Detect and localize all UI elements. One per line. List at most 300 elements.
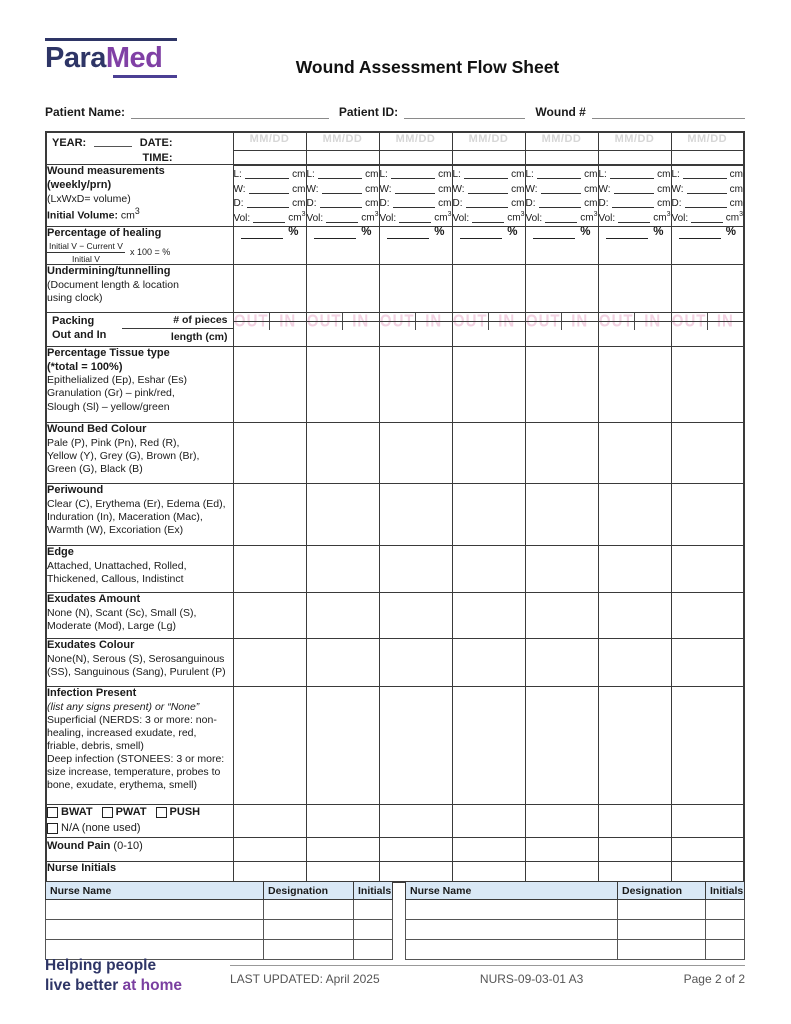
wound-bed-colour-entry-cell: [306, 422, 379, 483]
volume-line: Vol: $cm^3$: [379, 211, 452, 224]
nurse-table-row: [406, 940, 745, 960]
width-blank: [687, 193, 727, 194]
packing-row-divider: [526, 321, 598, 322]
date-placeholder: MM/DD: [541, 133, 582, 145]
infection-present-entry-cell: [306, 686, 379, 804]
percent-blank: [460, 228, 503, 239]
exudates-colour-row: [46, 638, 744, 686]
tissue-type-entry-cell: [671, 346, 744, 422]
exudates-amount-entry-cell: [598, 592, 671, 638]
healing-percent-cell: [452, 227, 525, 265]
percent-sign: %: [434, 226, 445, 238]
wound-pain-entry-cell: [671, 837, 744, 861]
depth-line: D: cm: [306, 198, 379, 209]
tissue-type-entry-cell: [525, 346, 598, 422]
depth-line: D: cm: [598, 198, 671, 209]
wound-bed-colour-row: [46, 422, 744, 483]
nurse-table-cell: [618, 940, 706, 960]
percent-blank: [679, 228, 721, 239]
nurse-table-cell: [46, 900, 264, 920]
designation-header: Designation: [618, 882, 706, 900]
date-placeholder-cell: [598, 132, 671, 150]
initials-header: Initials: [354, 882, 393, 900]
undermining-entry-cell: [233, 264, 306, 312]
wound-pain-entry-cell: [233, 837, 306, 861]
nurse-initials-entry-cell: [452, 861, 525, 882]
width-line: W: cm: [306, 183, 379, 195]
percent-blank: [314, 228, 357, 239]
push-checkbox: [156, 807, 167, 818]
infection-present-entry-cell: [525, 686, 598, 804]
packing-title-line2: Out and In: [52, 328, 107, 341]
volume-blank: [472, 222, 504, 223]
out-watermark: OUT: [452, 312, 488, 332]
wound-pain-entry-cell: [452, 837, 525, 861]
assessment-tools-entry-cell: [671, 804, 744, 837]
logo-part-para: Para: [45, 42, 106, 74]
undermining-entry-cell: [525, 264, 598, 312]
packing-entry-cell: [379, 312, 452, 346]
pwat-checkbox-item: PWAT: [102, 805, 147, 821]
width-blank: [249, 193, 290, 194]
edge-entry-cell: [306, 545, 379, 592]
nurse-table-cell: [354, 920, 393, 940]
volume-blank: [618, 222, 650, 223]
nurse-name-header: Nurse Name: [406, 882, 618, 900]
wound-bed-colour-entry-cell: [233, 422, 306, 483]
length-blank: [537, 178, 581, 179]
infection-present-entry-cell: [671, 686, 744, 804]
in-watermark: IN: [716, 312, 734, 332]
length-line: L: cm: [598, 169, 671, 180]
measurement-entry-cell: [306, 165, 379, 227]
tissue-type-entry-cell: [379, 346, 452, 422]
depth-line: D: cm: [452, 198, 525, 209]
assessment-tools-row: [46, 804, 744, 837]
wound-measurements-frequency: (weekly/prn): [47, 178, 112, 191]
healing-percent-cell: [379, 227, 452, 265]
wound-measurements-title: Wound measurements: [47, 165, 165, 177]
exudates-colour-entry-cell: [452, 638, 525, 686]
exudates-amount-row: [46, 592, 744, 638]
assessment-tools-label-cell: [46, 804, 233, 837]
depth-line: D: cm: [233, 198, 306, 209]
date-placeholder: MM/DD: [395, 133, 436, 145]
nurse-initials-entry-cell: [379, 861, 452, 882]
percent-blank: [387, 228, 430, 239]
na-checkbox-item: N/A (none used): [47, 821, 233, 837]
nurse-table-cell: [46, 920, 264, 940]
percent-sign: %: [361, 226, 372, 238]
tissue-type-entry-cell: [233, 346, 306, 422]
time-entry-cell: [598, 150, 671, 164]
tissue-type-row: [46, 346, 744, 422]
pwat-checkbox: [102, 807, 113, 818]
volume-blank: [691, 222, 723, 223]
length-line: L: cm: [379, 169, 452, 180]
edge-entry-cell: [671, 545, 744, 592]
depth-blank: [685, 207, 727, 208]
width-blank: [322, 193, 363, 194]
nurse-table-cell: [706, 900, 745, 920]
edge-entry-cell: [525, 545, 598, 592]
undermining-entry-cell: [598, 264, 671, 312]
healing-fraction: $\frac{\text{Initial V − Current V}}{\text{Initial V}}$: [49, 240, 123, 264]
initial-volume-line: Initial Volume: $cm^3$: [47, 205, 140, 222]
packing-label-cell: [46, 312, 233, 346]
exudates-colour-entry-cell: [525, 638, 598, 686]
date-placeholder: MM/DD: [614, 133, 655, 145]
packing-pieces-label: # of pieces: [122, 313, 233, 329]
nurse-table-cell: [618, 900, 706, 920]
volume-line: Vol: $cm^3$: [233, 211, 306, 224]
date-placeholder-cell: [525, 132, 598, 150]
logo-part-med: Med: [105, 42, 163, 74]
depth-line: D: cm: [379, 198, 452, 209]
depth-blank: [539, 207, 582, 208]
periwound-entry-cell: [671, 483, 744, 545]
in-watermark: IN: [498, 312, 516, 332]
exudates-colour-entry-cell: [306, 638, 379, 686]
designation-header: Designation: [264, 882, 354, 900]
length-blank: [245, 178, 289, 179]
year-blank: [94, 135, 131, 147]
out-watermark: OUT: [306, 312, 342, 332]
nurse-initials-entry-cell: [525, 861, 598, 882]
volume-line: Vol: $cm^3$: [598, 211, 671, 224]
volume-line: Vol: $cm^3$: [525, 211, 598, 224]
wound-bed-colour-entry-cell: [379, 422, 452, 483]
assessment-tools-entry-cell: [452, 804, 525, 837]
periwound-entry-cell: [598, 483, 671, 545]
nurse-table-cell: [406, 920, 618, 940]
measurement-entry-cell: [671, 165, 744, 227]
infection-present-entry-cell: [598, 686, 671, 804]
undermining-label-cell: Undermining/tunnelling (Document length & location using clock): [46, 264, 233, 312]
exudates-amount-entry-cell: [671, 592, 744, 638]
tissue-type-label-cell: Percentage Tissue type (*total = 100%) Epithelialized (Ep), Eshar (Es) Granulation (Gr) – pink/red, Slough (Sl) – yellow/green: [46, 346, 233, 422]
assessment-grid: [45, 131, 745, 883]
packing-entry-cell: [598, 312, 671, 346]
volume-line: Vol: $cm^3$: [452, 211, 525, 224]
in-watermark: IN: [279, 312, 297, 332]
out-watermark: OUT: [379, 312, 415, 332]
nurse-table-cell: [406, 940, 618, 960]
packing-title-line1: Packing: [52, 314, 95, 327]
patient-id-blank: [404, 104, 525, 119]
nurse-table-cell: [354, 900, 393, 920]
measurement-entry-cell: [233, 165, 306, 227]
depth-blank: [612, 207, 655, 208]
nurse-table-row: [406, 920, 745, 940]
percent-sign: %: [507, 226, 518, 238]
periwound-entry-cell: [452, 483, 525, 545]
in-watermark: IN: [644, 312, 662, 332]
length-line: L: cm: [671, 169, 743, 180]
time-entry-cell: [233, 150, 306, 164]
tissue-type-entry-cell: [598, 346, 671, 422]
packing-row: [46, 312, 744, 346]
periwound-entry-cell: [306, 483, 379, 545]
nurse-table-cell: [264, 900, 354, 920]
volume-blank: [326, 222, 358, 223]
wound-bed-colour-entry-cell: [598, 422, 671, 483]
undermining-entry-cell: [379, 264, 452, 312]
measurement-entry-cell: [452, 165, 525, 227]
assessment-tools-entry-cell: [306, 804, 379, 837]
exudates-colour-entry-cell: [671, 638, 744, 686]
percent-sign: %: [580, 226, 591, 238]
edge-entry-cell: [598, 545, 671, 592]
periwound-entry-cell: [525, 483, 598, 545]
wound-bed-colour-entry-cell: [452, 422, 525, 483]
edge-label-cell: Edge Attached, Unattached, Rolled, Thickened, Callous, Indistinct: [46, 545, 233, 592]
depth-line: D: cm: [525, 198, 598, 209]
nurse-table-cell: [354, 940, 393, 960]
nurse-table-cell: [706, 920, 745, 940]
volume-blank: [399, 222, 431, 223]
percentage-healing-title: Percentage of healing: [47, 227, 162, 239]
nurse-table-cell: [618, 920, 706, 940]
width-line: W: cm: [452, 183, 525, 195]
percent-sign: %: [288, 226, 299, 238]
percent-sign: %: [725, 226, 736, 238]
percentage-healing-row: [46, 227, 744, 265]
percent-blank: [241, 228, 284, 239]
exudates-amount-entry-cell: [379, 592, 452, 638]
edge-entry-cell: [233, 545, 306, 592]
assessment-tools-entry-cell: [525, 804, 598, 837]
packing-length-label: length (cm): [170, 330, 228, 343]
length-line: L: cm: [233, 169, 306, 180]
assessment-tools-entry-cell: [379, 804, 452, 837]
time-entry-cell: [452, 150, 525, 164]
date-placeholder-cell: [671, 132, 744, 150]
undermining-title: Undermining/tunnelling: [47, 264, 171, 277]
exudates-colour-label-cell: Exudates Colour None(N), Serous (S), Serosanguinous (SS), Sanguinous (Sang), Purulent (P): [46, 638, 233, 686]
date-placeholder-cell: [306, 132, 379, 150]
nurse-initials-entry-cell: [233, 861, 306, 882]
packing-entry-cell: [452, 312, 525, 346]
footer-rule: [230, 965, 745, 966]
volume-line: Vol: $cm^3$: [306, 211, 379, 224]
wound-pain-entry-cell: [379, 837, 452, 861]
date-label: DATE:: [139, 137, 173, 149]
initials-header: Initials: [706, 882, 745, 900]
nurse-table-row: [406, 900, 745, 920]
nurse-initials-entry-cell: [598, 861, 671, 882]
depth-blank: [320, 207, 363, 208]
length-blank: [610, 178, 654, 179]
logo-wordmark: [45, 44, 177, 73]
bwat-checkbox: [47, 807, 58, 818]
date-placeholder: MM/DD: [468, 133, 509, 145]
nurse-table-cell: [406, 900, 618, 920]
exudates-colour-entry-cell: [379, 638, 452, 686]
exudates-colour-entry-cell: [233, 638, 306, 686]
edge-entry-cell: [379, 545, 452, 592]
periwound-label-cell: Periwound Clear (C), Erythema (Er), Edema (Ed), Induration (In), Maceration (Mac), Warmth (W), Excoriation (Ex): [46, 483, 233, 545]
wound-bed-colour-label-cell: Wound Bed Colour Pale (P), Pink (Pn), Red (R), Yellow (Y), Grey (G), Brown (Br), Green (G), Black (B): [46, 422, 233, 483]
packing-entry-cell: [233, 312, 306, 346]
wound-pain-entry-cell: [525, 837, 598, 861]
nurse-name-header: Nurse Name: [46, 882, 264, 900]
exudates-amount-entry-cell: [233, 592, 306, 638]
undermining-entry-cell: [671, 264, 744, 312]
undermining-entry-cell: [306, 264, 379, 312]
brand-tagline: Helping people live better at home: [45, 957, 182, 995]
document-id: NURS-09-03-01 A3: [479, 972, 584, 986]
out-watermark: OUT: [671, 312, 707, 332]
nurse-signature-table-left: [45, 881, 393, 960]
wound-number-blank: [592, 104, 745, 119]
date-placeholder: MM/DD: [249, 133, 290, 145]
date-header-row: [46, 132, 744, 150]
time-label: TIME:: [142, 152, 173, 164]
na-checkbox: [47, 823, 58, 834]
logo-bottom-rule: [113, 75, 177, 78]
healing-percent-cell: [306, 227, 379, 265]
time-entry-cell: [306, 150, 379, 164]
volume-line: Vol: $cm^3$: [671, 211, 743, 224]
wound-pain-row: [46, 837, 744, 861]
patient-identification-row: [45, 104, 745, 119]
volume-blank: [545, 222, 577, 223]
exudates-colour-entry-cell: [598, 638, 671, 686]
packing-row-divider: [234, 321, 306, 322]
percent-sign: %: [653, 226, 664, 238]
exudates-amount-label-cell: Exudates Amount None (N), Scant (Sc), Small (S), Moderate (Mod), Large (Lg): [46, 592, 233, 638]
depth-blank: [466, 207, 509, 208]
percent-blank: [533, 228, 576, 239]
length-blank: [391, 178, 435, 179]
out-watermark: OUT: [233, 312, 269, 332]
healing-formula: $\frac{\text{Initial V − Current V}}{\text{Initial V}}$ x 100 = %: [49, 240, 171, 264]
periwound-entry-cell: [379, 483, 452, 545]
width-line: W: cm: [598, 183, 671, 195]
infection-present-row: [46, 686, 744, 804]
nurse-signature-table-right: [405, 881, 745, 960]
infection-present-entry-cell: [379, 686, 452, 804]
packing-row-divider: [672, 321, 744, 322]
footer-texts: [230, 972, 745, 986]
periwound-entry-cell: [233, 483, 306, 545]
packing-row-divider: [380, 321, 452, 322]
nurse-initials-entry-cell: [306, 861, 379, 882]
packing-row-divider: [453, 321, 525, 322]
wound-pain-entry-cell: [306, 837, 379, 861]
length-blank: [464, 178, 508, 179]
year-date-time-cell: [46, 132, 233, 165]
packing-entry-cell: [671, 312, 744, 346]
edge-row: [46, 545, 744, 592]
edge-entry-cell: [452, 545, 525, 592]
undermining-entry-cell: [452, 264, 525, 312]
wound-bed-colour-entry-cell: [525, 422, 598, 483]
year-label: YEAR:: [52, 137, 87, 149]
date-placeholder-cell: [452, 132, 525, 150]
year-date-line: [47, 133, 233, 149]
logo-top-rule: [45, 38, 177, 41]
nurse-table-cell: [706, 940, 745, 960]
wound-bed-colour-entry-cell: [671, 422, 744, 483]
packing-row-divider: [599, 321, 671, 322]
patient-name-blank: [131, 104, 329, 119]
last-updated: LAST UPDATED: April 2025: [230, 972, 380, 986]
assessment-tools-entry-cell: [598, 804, 671, 837]
assessment-tools-entry-cell: [233, 804, 306, 837]
wound-number-label: Wound #: [535, 105, 586, 119]
measurement-entry-cell: [525, 165, 598, 227]
healing-percent-cell: [671, 227, 744, 265]
nurse-initials-entry-cell: [671, 861, 744, 882]
nurse-table-row: [46, 900, 393, 920]
date-placeholder-cell: [379, 132, 452, 150]
tissue-type-entry-cell: [452, 346, 525, 422]
depth-line: D: cm: [671, 198, 743, 209]
percent-blank: [606, 228, 649, 239]
date-placeholder: MM/DD: [687, 133, 728, 145]
patient-id-label: Patient ID:: [338, 105, 399, 119]
percentage-healing-label-cell: [46, 227, 233, 265]
infection-present-label-cell: Infection Present (list any signs present) or “None” Superficial (NERDS: 3 or more: non- healing, increased exudate, red, friable, debris, smell) Deep infection (STONEES: 3 or more: size increase, temperature, probes to bone, exudate, erythema, smell): [46, 686, 233, 804]
width-blank: [614, 193, 655, 194]
exudates-amount-entry-cell: [525, 592, 598, 638]
infection-present-entry-cell: [452, 686, 525, 804]
wound-measurements-formula: (LxWxD= volume): [47, 192, 131, 205]
in-watermark: IN: [571, 312, 589, 332]
width-blank: [468, 193, 509, 194]
exudates-amount-entry-cell: [306, 592, 379, 638]
patient-name-label: Patient Name:: [45, 105, 126, 119]
depth-blank: [393, 207, 436, 208]
exudates-amount-entry-cell: [452, 592, 525, 638]
nurse-table-header-row: [46, 882, 393, 900]
in-watermark: IN: [352, 312, 370, 332]
wound-measurements-label-cell: [46, 165, 233, 227]
length-blank: [683, 178, 727, 179]
nurse-initials-label-cell: Nurse Initials: [46, 861, 233, 882]
width-blank: [395, 193, 436, 194]
wound-measurements-row: [46, 165, 744, 227]
nurse-table-header-row: [406, 882, 745, 900]
length-line: L: cm: [525, 169, 598, 180]
healing-percent-cell: [525, 227, 598, 265]
date-placeholder-cell: [233, 132, 306, 150]
date-placeholder: MM/DD: [322, 133, 363, 145]
page-title: Wound Assessment Flow Sheet: [295, 57, 560, 77]
depth-blank: [247, 207, 290, 208]
healing-percent-cell: [233, 227, 306, 265]
nurse-table-cell: [264, 940, 354, 960]
packing-entry-cell: [306, 312, 379, 346]
length-blank: [318, 178, 362, 179]
width-line: W: cm: [671, 183, 743, 195]
wound-pain-label-cell: Wound Pain (0-10): [46, 837, 233, 861]
undermining-row: [46, 264, 744, 312]
length-line: L: cm: [452, 169, 525, 180]
infection-present-entry-cell: [233, 686, 306, 804]
page-number: Page 2 of 2: [683, 972, 745, 986]
tissue-type-entry-cell: [306, 346, 379, 422]
volume-blank: [253, 222, 285, 223]
nurse-initials-row: [46, 861, 744, 882]
wound-pain-entry-cell: [598, 837, 671, 861]
paramed-logo: [45, 38, 177, 78]
periwound-row: [46, 483, 744, 545]
bwat-checkbox-item: BWAT: [47, 805, 93, 821]
width-line: W: cm: [233, 183, 306, 195]
